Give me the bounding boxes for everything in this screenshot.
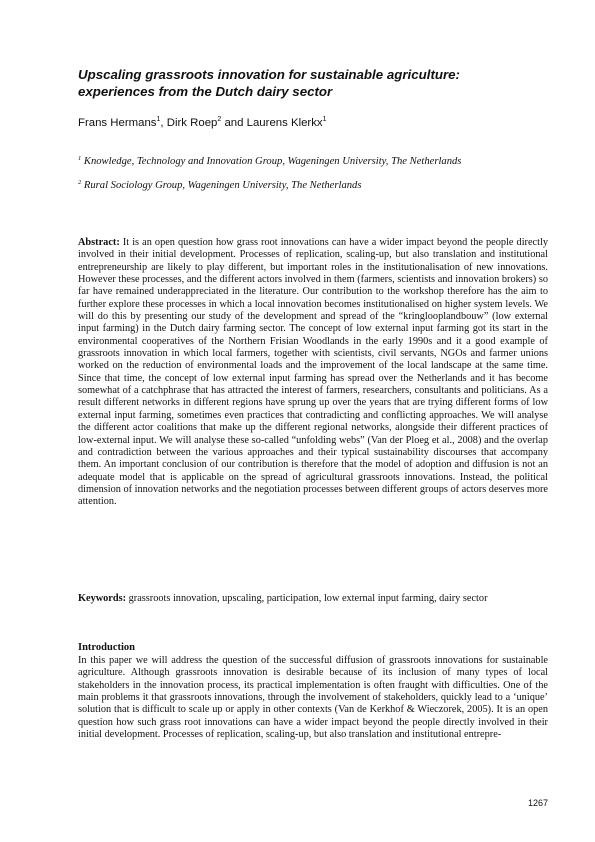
author: Frans Hermans$^1$ — [78, 116, 161, 129]
section-heading: Introduction — [78, 642, 135, 653]
author: Dirk Roep$^2$ — [166, 116, 222, 129]
introduction-text: In this paper we will address the question of the successful diffusion of grassroots innovations for sustainable agriculture. Although grassroots innovation is desirable because of its inclusion of many types of local stakeholders in the innovation process, its practical implementation is often fraught with difficulties. One of the main problems it that grassroots innovations, through the involvement of stakeholders, quickly lead to a ‘unique’ solution that is difficult to scale up or apply in other contexts (Van de Kerkhof & Wieczorek, 2005). It is an open question how such grass root innovations can have a wider impact beyond the people directly involved in their initial development. Processes of replication, scaling-up, but also translation and institutional entrepre- — [78, 655, 548, 741]
author: Laurens Klerkx$^1$ — [246, 116, 327, 129]
keywords-label: Keywords: — [78, 593, 127, 604]
keywords-text: grassroots innovation, upscaling, participation, low external input farming, dairy sector — [126, 593, 488, 604]
page-number: 1267 — [527, 798, 548, 808]
keywords — [78, 593, 548, 605]
abstract-label: Abstract: — [78, 237, 120, 248]
abstract-text: It is an open question how grass root innovations can have a wider impact beyond the people directly involved in their initial development. Processes of replication, scaling-up, but also translation and institutional entrepreneurship are likely to play different, but important roles in the institutionalisation of new innovations. However these processes, and the different actors involved in them (farmers, scientists and innovation brokers) so far have remained underappreciated in the literature. Our contribution to the workshop therefore has the aim to further explore these processes in which a local innovation becomes institutionalised on higher system levels. We will do this by presenting our study of the development and spread of the “kringlooplandbouw” (low external input farming) in the Dutch dairy farming sector. The concept of low external input farming got its start in the environmental cooperatives of the Northern Frisian Woodlands in the early 1990s and it a good example of grassroots innovation in which local farmers, together with scientists, civil servants, NGOs and farmer unions worked on the reduction of environmental loads and the improvement of the local landscape at the same time. Since that time, the concept of low external input farming has spread over the Netherlands and it has become somewhat of a catchphrase that has attracted the interest of farmers, researchers, consultants and politicians. As a result different networks in different regions have sprung up over the years that are trying different forms of low external input farming, sometimes even practices that contradicting and conflicting approaches. We will analyse the different actor coalitions that make up the different regional networks, alongside their different practices of low-external input. We will analyse these so-called “unfolding webs” (Van der Ploeg et al., 2008) and the overlap and contradiction between the various approaches and their typical sustainability discourses that accompany them. An important conclusion of our contribution is therefore that the model of adoption and diffusion is not an adequate model that is applicable on the spread of agricultural grassroots innovations. Instead, the political dimension of innovation networks and the negotiation processes between different groups of actors deserves more attention. — [78, 237, 548, 508]
abstract — [78, 237, 548, 509]
author-list: Frans Hermans$^1$, Dirk Roep$^2$ and Laurens Klerkx$^1$ — [78, 116, 327, 129]
affiliation: $^1$ Knowledge, Technology and Innovation Group, Wageningen University, The Netherlands — [78, 155, 462, 167]
affiliation: $^2$ Rural Sociology Group, Wageningen University, The Netherlands — [78, 179, 362, 191]
paper-title: Upscaling grassroots innovation for sustainable agriculture: experiences from the Dutch dairy sector — [78, 67, 460, 99]
